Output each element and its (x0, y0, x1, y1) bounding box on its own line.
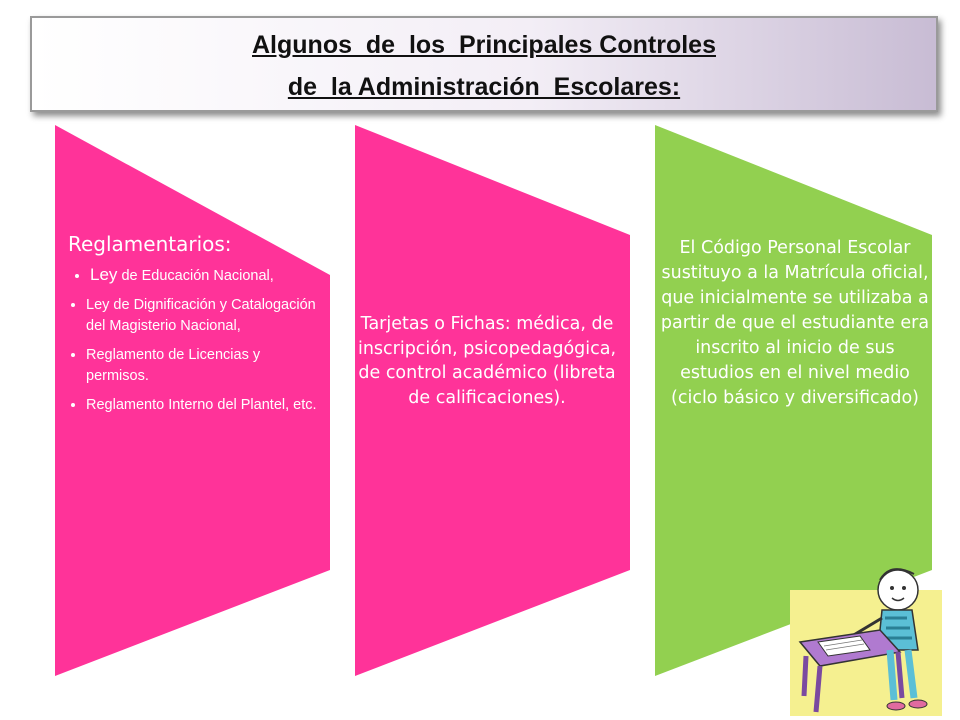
cartoon-shoe (887, 702, 905, 710)
slide-title-line-1: Algunos de los Principales Controles (252, 31, 716, 59)
cartoon-eye (890, 586, 894, 590)
list-item: • Reglamento Interno del Plantel, etc. (86, 395, 318, 416)
panel-1-list (68, 264, 318, 416)
panel-1-heading: Reglamentarios: (68, 232, 232, 256)
slide-title-line-2: de la Administración Escolares: (287, 73, 681, 101)
list-item: • Ley de Dignificación y Catalogación del Magisterio Nacional, (86, 295, 318, 337)
list-item (90, 264, 318, 287)
panel-codigo-personal-text: El Código Personal Escolar sustituyo a la Matrícula oficial, que inicialmente se utilizaba a partir de que el estudiante era inscrito al inicio de sus estudios en el nivel medio (ciclo básico y diversificado) (660, 238, 930, 408)
student-at-desk-cartoon (790, 560, 942, 716)
cartoon-shoe (909, 700, 927, 708)
list-item-lead: Ley (90, 265, 118, 284)
panel-tarjetas-text: Tarjetas o Fichas: médica, de inscripción, psicopedagógica, de control académico (libreta de calificaciones). (357, 314, 617, 408)
list-item: • Reglamento de Licencias y permisos. (86, 345, 318, 387)
panel-reglamentarios (68, 230, 318, 424)
cartoon-eye (902, 586, 906, 590)
list-item-rest: de Educación Nacional, (117, 268, 274, 284)
